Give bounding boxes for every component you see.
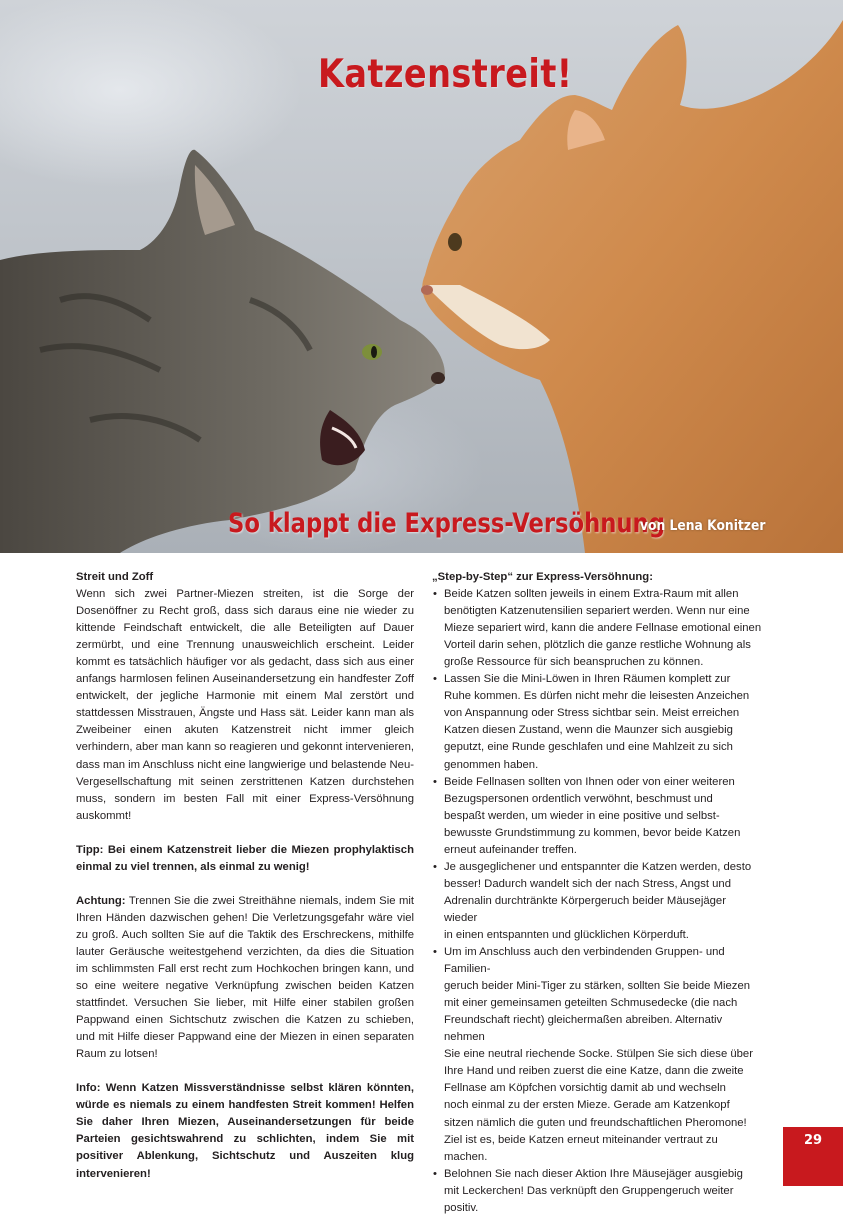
tip-box xyxy=(76,842,414,876)
bullet-icon: • xyxy=(433,1167,437,1180)
page-number: 29 xyxy=(783,1127,843,1186)
warning-box xyxy=(76,893,414,1063)
bullet-icon: • xyxy=(433,775,437,788)
list-item: • Beide Katzen sollten jeweils in einem Extra-Raum mit allen benötigten Katzenutensilien separiert werden. Wenn nur eine Mieze separiert wird, kann die andere Fellnase emotional einen Vorteil darin sehen, plötzlich die ganze restliche Wohnung als große Ressource für sich beanspruchen zu können. xyxy=(433,588,762,669)
bullet-icon: • xyxy=(433,860,437,873)
section-heading: Streit und Zoff xyxy=(76,571,154,583)
list-item: • Um im Anschluss auch den verbindenden Gruppen- und Familien- geruch beider Mini-Tiger zu stärken, sollten Sie beide Miezen mit einer gemeinsamen geteilten Schmusedecke (die nach Freundschaft riecht) gleichermaßen abreiben. Alternativ nehmen Sie eine neutral riechende Socke. Stülpen Sie sich diese über Ihre Hand und reiben zuerst die eine Katze, dann die zweite Fellnase am Köpfchen vorsichtig damit ab und wechseln noch einmal zu der ersten Mieze. Gerade am Katzenkopf sitzen nämlich die guten und freundschaftlichen Pheromone! Ziel ist es, beide Katzen erneut miteinander vertraut zu machen. xyxy=(433,946,753,1163)
steps-heading: „Step-by-Step“ zur Express-Versöhnung: xyxy=(432,571,653,583)
list-item: • Je ausgeglichener und entspannter die Katzen werden, desto besser! Dadurch wandelt sich der nach Stress, Angst und Adrenalin durchtränkte Körpergeruch beider Mäusejäger wieder in einen entspannten und glücklichen Körperduft. xyxy=(433,860,752,941)
section-streit-und-zoff xyxy=(76,569,414,825)
info-text: Info: Wenn Katzen Missverständnisse selbst klären könnten, würde es niemals zu einem handfesten Streit kommen! Helfen Sie daher Ihren Miezen, Auseinandersetzungen für beide Parteien gesichtswahrend zu schlichten, indem Sie mit positiver Ablenkung, Sichtschutz und Auszeiten klug intervenieren! xyxy=(76,1082,414,1180)
warning-text: Trennen Sie die zwei Streithähne niemals, indem Sie mit Ihren Händen dazwischen gehen! Die Verletzungsgefahr wäre viel zu groß. Auch sollten Sie auf die Taktik des Erschreckens, mithilfe lauter Geräusche weitestgehend verzichten, da dies die Situation im schlimmsten Fall erst recht zum Hochkochen bringen kann, und so eine weitere negative Verknüpfung zwischen beiden Katzen stattfindet. Versuchen Sie lieber, mit Hilfe einer stabilen großen Pappwand einen Sichtschutz zwischen die Katzen zu schieben, und mit Hilfe dieser Pappwand eine der Miezen in einen separaten Raum zu lotsen! xyxy=(76,894,415,1061)
hero-photo xyxy=(0,0,843,553)
list-item: • Belohnen Sie nach dieser Aktion Ihre Mäusejäger ausgiebig mit Leckerchen! Das verknüpft den Gruppengeruch weiter positiv. xyxy=(433,1167,743,1214)
list-item: • Beide Fellnasen sollten von Ihnen oder von einer weiteren Bezugspersonen ordentlich verwöhnt, beschmust und bespaßt werden, um wieder in eine positive und selbst- bewusste Grundstimmung zu kommen, bevor beide Katzen erneut aufeinander treffen. xyxy=(433,775,741,856)
bullet-icon: • xyxy=(433,588,437,601)
page-title: Katzenstreit! xyxy=(318,52,573,97)
steps-list xyxy=(432,586,762,1217)
right-column xyxy=(432,569,762,1217)
info-box xyxy=(76,1080,414,1182)
section-paragraph: Wenn sich zwei Partner-Miezen streiten, ist die Sorge der Dosenöffner zu Recht groß, dass sich daraus eine nie wieder zu kittende Feindschaft entwickelt, die alle Beteiligten auf Dauer zermürbt, und eine Trennung unausweichlich erscheint. Leider kommt es tatsächlich häufiger vor als gedacht, dass sich aus einer anfangs harmlosen felinen Auseinandersetzung ein handfester Zoff entwickelt, der jegliche Harmonie mit einem Mal zerstört und stattdessen Misstrauen, Ängste und Hass sät. Leider kann man als Zweibeiner einen akuten Katzenstreit nicht immer gleich verhindern, aber man kann so reagieren und gekonnt intervenieren, dass man im Anschluss nicht eine langwierige und belastende Neu-Vergesellschaftung mit seinen zerstrittenen Katzen durchstehen muss, sondern im besten Fall mit einer Express-Versöhnung auskommt! xyxy=(76,588,414,822)
author-byline: von Lena Konitzer xyxy=(640,518,766,534)
bullet-icon: • xyxy=(433,673,437,686)
list-item: • Lassen Sie die Mini-Löwen in Ihren Räumen komplett zur Ruhe kommen. Es dürfen nicht mehr die leisesten Anzeichen von Anspannung oder Stress sichtbar sein. Meist erreichen Katzen diesen Zustand, wenn die Maunzer sich ausgiebig geputzt, eine Runde geschlafen und eine Mahlzeit zu sich genommen haben. xyxy=(433,673,750,771)
warning-paragraph xyxy=(76,893,414,1063)
warning-label: Achtung: xyxy=(76,894,126,907)
bullet-icon: • xyxy=(433,946,437,959)
tip-text: Tipp: Bei einem Katzenstreit lieber die Miezen prophylaktisch einmal zu viel trennen, als einmal zu wenig! xyxy=(76,843,414,873)
left-column xyxy=(76,569,414,1200)
orange-cat-eye xyxy=(448,233,462,251)
orange-cat-body xyxy=(422,20,843,553)
page-subtitle: So klappt die Express-Versöhnung xyxy=(228,508,665,539)
